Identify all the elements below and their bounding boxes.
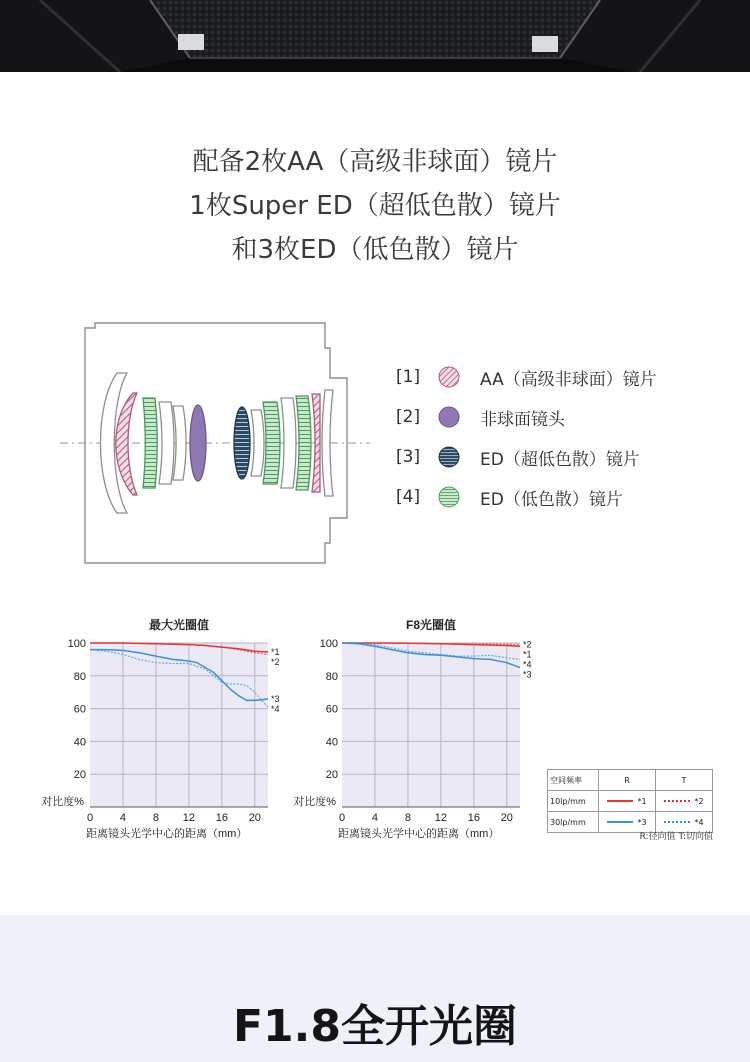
legend-number: [1]: [396, 367, 421, 387]
x-tick-label: 12: [434, 812, 448, 824]
y-tick-label: 60: [73, 703, 86, 716]
table-note: R:径向值 T:切向值: [639, 832, 713, 842]
key-line-red-solid: [607, 800, 633, 802]
lens-element-aspherical: [190, 405, 206, 481]
table-header-cell: T: [656, 770, 713, 791]
legend-label: AA（高级非球面）镜片: [480, 369, 657, 390]
legend-swatch-ed: [438, 486, 460, 508]
series-end-label: *1: [271, 647, 280, 658]
series-end-label: *3: [523, 669, 532, 680]
legend-item-aa: [396, 362, 657, 392]
key-label: *2: [694, 796, 704, 806]
legend-item-ed: [396, 482, 623, 512]
top-banner-image: [0, 0, 750, 72]
y-tick-label: 40: [325, 736, 338, 749]
x-tick-label: 16: [215, 812, 228, 824]
y-tick-label: 40: [73, 736, 86, 749]
lens-element-ed-1: [143, 398, 157, 488]
legend-label: ED（低色散）镜片: [480, 489, 623, 510]
y-tick-label: 60: [325, 703, 338, 716]
x-tick-label: 20: [500, 812, 513, 824]
mtf-chart-f8: [282, 610, 542, 850]
x-axis-label: 距离镜头光学中心的距离（mm）: [86, 828, 248, 840]
plot-area: [342, 643, 520, 807]
x-tick-label: 4: [119, 812, 127, 824]
x-axis-label: 距离镜头光学中心的距离（mm）: [338, 828, 500, 840]
feature-heading: [0, 140, 750, 272]
series-end-label: *4: [271, 703, 280, 714]
key-line-red-dotted: [664, 800, 690, 802]
y-tick-label: 80: [73, 670, 86, 683]
legend-swatch-aspherical: [438, 406, 460, 428]
table-cell-r: [599, 791, 656, 812]
x-tick-label: 20: [248, 812, 261, 824]
plot-area: [90, 643, 268, 807]
key-line-blue-solid: [607, 821, 633, 823]
table-header-cell: R: [599, 770, 656, 791]
table-cell-frequency: 10lp/mm: [548, 791, 599, 812]
legend-label: 非球面镜头: [480, 409, 565, 430]
heading-line-2: 1枚Super ED（超低色散）镜片: [189, 191, 561, 221]
y-tick-label: 100: [67, 638, 86, 650]
lens-construction-diagram: [55, 318, 375, 572]
legend-swatch-super-ed: [438, 446, 460, 468]
x-tick-label: 12: [182, 812, 196, 824]
lens-element-super-ed: [234, 407, 250, 479]
key-label: *4: [694, 817, 704, 827]
y-axis-label: 对比度%: [293, 796, 336, 808]
key-line-blue-dotted: [664, 821, 690, 823]
x-tick-label: 0: [338, 812, 346, 824]
legend-label: ED（超低色散）镜片: [480, 449, 640, 470]
table-header-cell: 空间频率: [548, 770, 599, 791]
heading-line-3: 和3枚ED（低色散）镜片: [231, 235, 519, 265]
series-end-label: *3: [271, 693, 280, 704]
legend-item-aspherical: [396, 402, 565, 432]
x-tick-label: 0: [86, 812, 94, 824]
series-end-label: *2: [523, 639, 532, 650]
series-end-label: *2: [271, 657, 280, 668]
x-tick-label: 8: [152, 812, 159, 824]
y-axis-label: 对比度%: [41, 796, 84, 808]
legend-number: [4]: [396, 487, 421, 507]
key-label: *3: [637, 817, 647, 827]
mtf-key-table: [547, 769, 713, 833]
legend-swatch-aa: [438, 366, 460, 388]
y-tick-label: 100: [319, 638, 338, 650]
legend-number: [3]: [396, 447, 421, 467]
y-tick-label: 20: [325, 769, 338, 782]
x-tick-label: 4: [371, 812, 379, 824]
legend-item-super-ed: [396, 442, 640, 472]
x-tick-label: 16: [467, 812, 480, 824]
table-cell-t: [656, 791, 713, 812]
table-header-row: [548, 770, 713, 791]
legend-number: [2]: [396, 407, 421, 427]
series-end-label: *4: [523, 659, 532, 670]
series-end-label: *1: [523, 649, 532, 660]
key-label: *1: [637, 796, 647, 806]
y-tick-label: 80: [325, 670, 338, 683]
aperture-title: F1.8全开光圈: [232, 1001, 517, 1052]
lens-element-plain-1: [159, 402, 174, 484]
table-row: [548, 791, 713, 812]
mtf-chart-max-aperture: [30, 610, 290, 850]
chart-title: F8光圈值: [405, 618, 457, 632]
chart-title: 最大光圈值: [148, 618, 210, 632]
lens-element-aa-1: [116, 393, 137, 495]
table-cell-frequency: 30lp/mm: [548, 812, 599, 833]
y-tick-label: 20: [73, 769, 86, 782]
x-tick-label: 8: [404, 812, 411, 824]
lens-element-ed-2: [263, 402, 280, 484]
heading-line-1: 配备2枚AA（高级非球面）镜片: [192, 147, 558, 177]
